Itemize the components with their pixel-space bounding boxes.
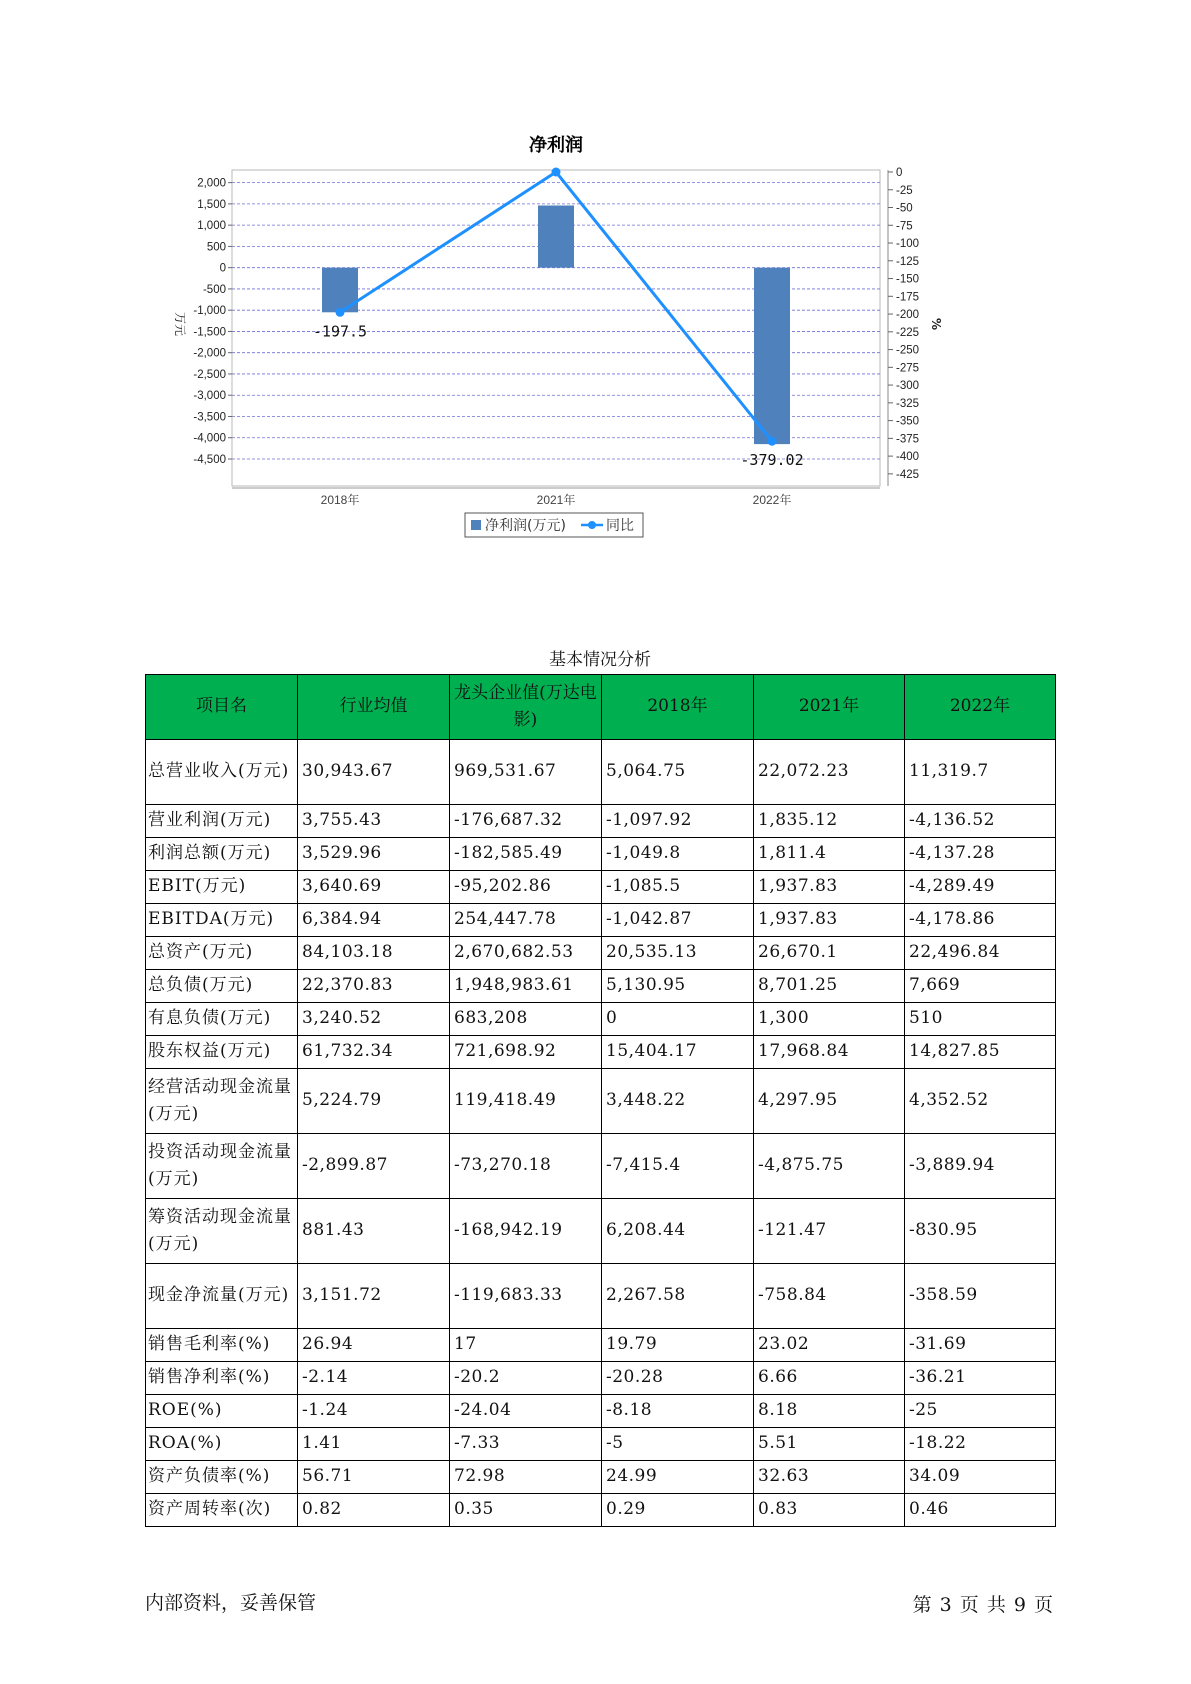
- value-cell: 5,064.75: [602, 740, 754, 805]
- table-row: [146, 838, 1056, 871]
- value-cell: -1,042.87: [602, 904, 754, 937]
- value-cell: 4,297.95: [754, 1069, 905, 1134]
- basic-analysis-table: [145, 674, 1056, 1527]
- value-cell: 1,937.83: [754, 871, 905, 904]
- value-cell: -358.59: [905, 1264, 1056, 1329]
- table-caption: 基本情况分析: [549, 650, 651, 670]
- value-cell: 1.41: [298, 1428, 450, 1461]
- value-cell: 5,224.79: [298, 1069, 450, 1134]
- value-cell: -1,097.92: [602, 805, 754, 838]
- y-tick-label: 1,000: [197, 220, 226, 233]
- table-row: [146, 1036, 1056, 1069]
- value-cell: 14,827.85: [905, 1036, 1056, 1069]
- value-cell: 1,948,983.61: [450, 970, 602, 1003]
- table-row: [146, 740, 1056, 805]
- table-row: [146, 970, 1056, 1003]
- y-tick-label: 2,000: [197, 177, 226, 190]
- row-label-cell: 总负债(万元): [146, 970, 298, 1003]
- y2-tick-label: -200: [896, 309, 920, 322]
- y-axis-label: 万元: [173, 311, 187, 337]
- value-cell: -2,899.87: [298, 1134, 450, 1199]
- value-cell: -1,049.8: [602, 838, 754, 871]
- bar-2022年: [754, 268, 790, 444]
- bar-2021年: [538, 206, 574, 268]
- value-cell: 0.46: [905, 1494, 1056, 1527]
- row-label-cell: ROA(%): [146, 1428, 298, 1461]
- y2-tick-label: -425: [896, 468, 920, 481]
- value-cell: 7,669: [905, 970, 1056, 1003]
- value-cell: 20,535.13: [602, 937, 754, 970]
- y2-tick-label: -125: [896, 255, 920, 268]
- net-profit-chart: [150, 130, 1030, 600]
- value-cell: 969,531.67: [450, 740, 602, 805]
- row-label-cell: 营业利润(万元): [146, 805, 298, 838]
- yoy-point: [768, 437, 777, 446]
- value-cell: 6,208.44: [602, 1199, 754, 1264]
- row-label-cell: 投资活动现金流量(万元): [146, 1134, 298, 1199]
- row-label-cell: 资产周转率(次): [146, 1494, 298, 1527]
- table-row: [146, 937, 1056, 970]
- value-cell: -73,270.18: [450, 1134, 602, 1199]
- value-cell: 254,447.78: [450, 904, 602, 937]
- table-row: [146, 904, 1056, 937]
- y-tick-label: -1,000: [193, 305, 226, 318]
- table-row: [146, 1395, 1056, 1428]
- legend-bar-label: 净利润(万元): [485, 518, 566, 534]
- value-cell: 5,130.95: [602, 970, 754, 1003]
- value-cell: 721,698.92: [450, 1036, 602, 1069]
- value-cell: -3,889.94: [905, 1134, 1056, 1199]
- table-row: [146, 1329, 1056, 1362]
- chart-title: 净利润: [529, 135, 583, 156]
- row-label-cell: 股东权益(万元): [146, 1036, 298, 1069]
- value-cell: -20.2: [450, 1362, 602, 1395]
- table-header-row: [146, 675, 1056, 740]
- header-leader-value: 龙头企业值(万达电影): [450, 675, 602, 740]
- table-row: [146, 805, 1056, 838]
- value-cell: 3,755.43: [298, 805, 450, 838]
- value-cell: 510: [905, 1003, 1056, 1036]
- value-cell: 6,384.94: [298, 904, 450, 937]
- value-cell: 0.35: [450, 1494, 602, 1527]
- y2-axis-label: %: [929, 317, 943, 331]
- value-cell: -4,136.52: [905, 805, 1056, 838]
- yoy-data-label: -379.02: [740, 451, 804, 470]
- value-cell: 72.98: [450, 1461, 602, 1494]
- table-row: [146, 871, 1056, 904]
- row-label-cell: 总营业收入(万元): [146, 740, 298, 805]
- header-item-name: 项目名: [146, 675, 298, 740]
- y-tick-label: -3,000: [193, 390, 226, 403]
- y2-tick-label: -100: [896, 238, 920, 251]
- x-tick-label: 2022年: [752, 493, 792, 507]
- value-cell: 3,240.52: [298, 1003, 450, 1036]
- y2-tick-label: 0: [896, 167, 903, 179]
- value-cell: 8.18: [754, 1395, 905, 1428]
- y2-tick-label: -175: [896, 291, 920, 304]
- value-cell: 1,300: [754, 1003, 905, 1036]
- y2-tick-label: -275: [896, 362, 920, 375]
- header-industry-avg: 行业均值: [298, 675, 450, 740]
- chart-canvas: [150, 130, 1030, 600]
- yoy-point: [336, 308, 345, 317]
- legend-line-marker: [588, 521, 596, 529]
- y2-tick-label: -75: [896, 220, 913, 233]
- value-cell: 1,811.4: [754, 838, 905, 871]
- legend-bar-swatch: [471, 520, 481, 530]
- value-cell: 4,352.52: [905, 1069, 1056, 1134]
- header-2018: 2018年: [602, 675, 754, 740]
- row-label-cell: 经营活动现金流量(万元): [146, 1069, 298, 1134]
- y-tick-label: 500: [206, 241, 226, 254]
- legend-line-label: 同比: [606, 518, 634, 534]
- y-tick-label: -2,500: [193, 368, 226, 381]
- value-cell: 17,968.84: [754, 1036, 905, 1069]
- y-tick-label: -500: [202, 283, 226, 296]
- value-cell: 2,670,682.53: [450, 937, 602, 970]
- row-label-cell: 总资产(万元): [146, 937, 298, 970]
- header-2021: 2021年: [754, 675, 905, 740]
- value-cell: -182,585.49: [450, 838, 602, 871]
- value-cell: -4,289.49: [905, 871, 1056, 904]
- row-label-cell: 销售净利率(%): [146, 1362, 298, 1395]
- x-tick-label: 2018年: [320, 493, 360, 507]
- y2-tick-label: -250: [896, 344, 920, 357]
- y2-tick-label: -50: [896, 202, 913, 215]
- value-cell: -95,202.86: [450, 871, 602, 904]
- value-cell: 5.51: [754, 1428, 905, 1461]
- value-cell: 3,448.22: [602, 1069, 754, 1134]
- value-cell: -2.14: [298, 1362, 450, 1395]
- value-cell: -4,178.86: [905, 904, 1056, 937]
- table-row: [146, 1069, 1056, 1134]
- value-cell: 3,151.72: [298, 1264, 450, 1329]
- y2-tick-label: -400: [896, 451, 920, 464]
- row-label-cell: 筹资活动现金流量(万元): [146, 1199, 298, 1264]
- table-row: [146, 1494, 1056, 1527]
- row-label-cell: EBITDA(万元): [146, 904, 298, 937]
- table-row: [146, 1264, 1056, 1329]
- table-row: [146, 1461, 1056, 1494]
- value-cell: 6.66: [754, 1362, 905, 1395]
- value-cell: -20.28: [602, 1362, 754, 1395]
- value-cell: 1,937.83: [754, 904, 905, 937]
- value-cell: -7,415.4: [602, 1134, 754, 1199]
- value-cell: 8,701.25: [754, 970, 905, 1003]
- value-cell: 15,404.17: [602, 1036, 754, 1069]
- value-cell: -7.33: [450, 1428, 602, 1461]
- value-cell: -31.69: [905, 1329, 1056, 1362]
- footer-confidential-note: 内部资料，妥善保管: [145, 1592, 317, 1614]
- row-label-cell: 销售毛利率(%): [146, 1329, 298, 1362]
- value-cell: 683,208: [450, 1003, 602, 1036]
- y-tick-label: 0: [219, 262, 226, 275]
- value-cell: 1,835.12: [754, 805, 905, 838]
- value-cell: -36.21: [905, 1362, 1056, 1395]
- value-cell: -4,875.75: [754, 1134, 905, 1199]
- value-cell: -8.18: [602, 1395, 754, 1428]
- value-cell: 30,943.67: [298, 740, 450, 805]
- y2-tick-label: -375: [896, 433, 920, 446]
- y-tick-label: 1,500: [197, 198, 226, 211]
- value-cell: 32.63: [754, 1461, 905, 1494]
- row-label-cell: ROE(%): [146, 1395, 298, 1428]
- value-cell: 3,529.96: [298, 838, 450, 871]
- value-cell: -119,683.33: [450, 1264, 602, 1329]
- table-row: [146, 1199, 1056, 1264]
- value-cell: 17: [450, 1329, 602, 1362]
- value-cell: -830.95: [905, 1199, 1056, 1264]
- row-label-cell: 现金净流量(万元): [146, 1264, 298, 1329]
- value-cell: 0.83: [754, 1494, 905, 1527]
- value-cell: 3,640.69: [298, 871, 450, 904]
- y-tick-label: -2,000: [193, 347, 226, 360]
- value-cell: 24.99: [602, 1461, 754, 1494]
- value-cell: -758.84: [754, 1264, 905, 1329]
- row-label-cell: 利润总额(万元): [146, 838, 298, 871]
- table-row: [146, 1134, 1056, 1199]
- value-cell: 22,496.84: [905, 937, 1056, 970]
- row-label-cell: 有息负债(万元): [146, 1003, 298, 1036]
- value-cell: 22,072.23: [754, 740, 905, 805]
- value-cell: 119,418.49: [450, 1069, 602, 1134]
- value-cell: 0.29: [602, 1494, 754, 1527]
- x-tick-label: 2021年: [536, 493, 576, 507]
- y2-tick-label: -150: [896, 273, 920, 286]
- value-cell: 26.94: [298, 1329, 450, 1362]
- value-cell: 11,319.7: [905, 740, 1056, 805]
- footer-page-number: 第 3 页 共 9 页: [912, 1594, 1054, 1616]
- value-cell: 61,732.34: [298, 1036, 450, 1069]
- table-row: [146, 1003, 1056, 1036]
- y-tick-label: -3,500: [193, 411, 226, 424]
- value-cell: 84,103.18: [298, 937, 450, 970]
- value-cell: -168,942.19: [450, 1199, 602, 1264]
- value-cell: 0: [602, 1003, 754, 1036]
- row-label-cell: EBIT(万元): [146, 871, 298, 904]
- y-tick-label: -1,500: [193, 326, 226, 339]
- value-cell: -4,137.28: [905, 838, 1056, 871]
- value-cell: 56.71: [298, 1461, 450, 1494]
- row-label-cell: 资产负债率(%): [146, 1461, 298, 1494]
- value-cell: -24.04: [450, 1395, 602, 1428]
- yoy-data-label: -197.5: [312, 322, 368, 341]
- value-cell: 19.79: [602, 1329, 754, 1362]
- value-cell: 881.43: [298, 1199, 450, 1264]
- value-cell: -1,085.5: [602, 871, 754, 904]
- value-cell: -121.47: [754, 1199, 905, 1264]
- value-cell: 0.82: [298, 1494, 450, 1527]
- value-cell: -1.24: [298, 1395, 450, 1428]
- value-cell: -176,687.32: [450, 805, 602, 838]
- y2-tick-label: -300: [896, 380, 920, 393]
- y2-tick-label: -225: [896, 326, 920, 339]
- value-cell: 22,370.83: [298, 970, 450, 1003]
- value-cell: 26,670.1: [754, 937, 905, 970]
- value-cell: 2,267.58: [602, 1264, 754, 1329]
- value-cell: -25: [905, 1395, 1056, 1428]
- value-cell: -18.22: [905, 1428, 1056, 1461]
- y-tick-label: -4,500: [193, 453, 226, 466]
- value-cell: 23.02: [754, 1329, 905, 1362]
- value-cell: 34.09: [905, 1461, 1056, 1494]
- y2-tick-label: -325: [896, 397, 920, 410]
- header-2022: 2022年: [905, 675, 1056, 740]
- table-row: [146, 1362, 1056, 1395]
- y2-tick-label: -350: [896, 415, 920, 428]
- y2-tick-label: -25: [896, 184, 913, 197]
- table-body: [146, 740, 1056, 1527]
- table-row: [146, 1428, 1056, 1461]
- yoy-point: [552, 168, 561, 177]
- value-cell: -5: [602, 1428, 754, 1461]
- y-tick-label: -4,000: [193, 432, 226, 445]
